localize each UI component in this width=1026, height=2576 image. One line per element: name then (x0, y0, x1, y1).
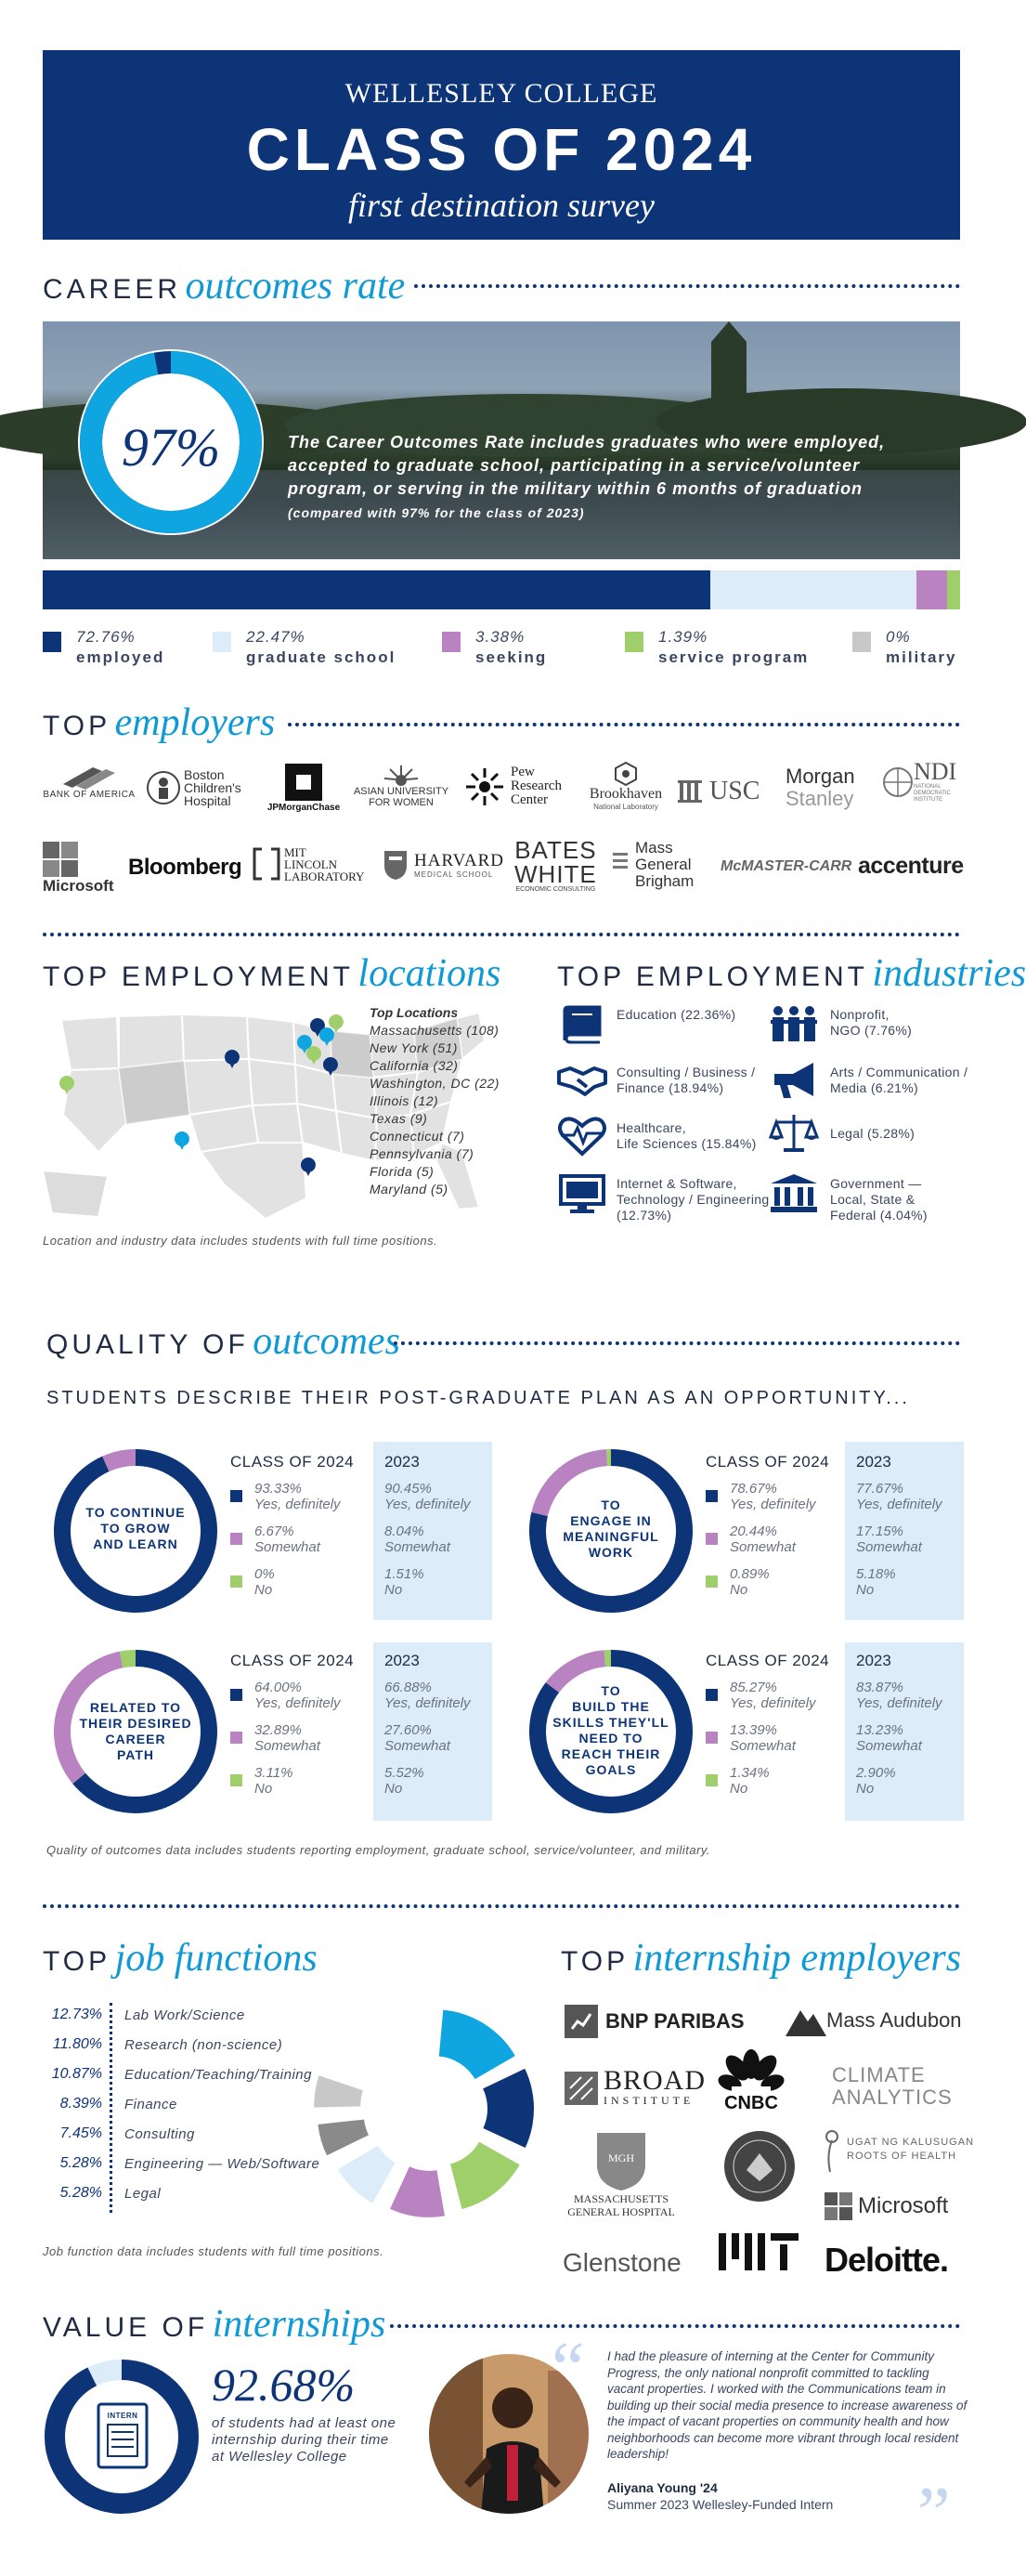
value-somewhat: 6.67% Somewhat (254, 1523, 320, 1555)
scales-icon (769, 1113, 819, 1154)
job-function-label: Education/Teaching/Training (124, 2067, 312, 2083)
swatch-no (706, 1774, 718, 1786)
job-function-pct: 5.28% (59, 2185, 102, 2201)
divider-dots (390, 2324, 960, 2328)
close-quote-icon: ” (917, 2473, 951, 2555)
swatch-definitely (706, 1689, 718, 1701)
value-no: 0.89% No (730, 1566, 770, 1598)
logo-morgan-stanley: Morgan Stanley (786, 765, 855, 810)
job-function-slice-5 (318, 2120, 369, 2156)
megaphone-icon (769, 1059, 819, 1100)
cnbc-peacock-icon (719, 2051, 784, 2094)
logo-boston-childrens: Boston Children's Hospital (147, 767, 241, 808)
value-definitely: 85.27% Yes, definitely (730, 1680, 816, 1711)
audubon-mountain-icon (786, 2005, 826, 2036)
roots-flower-icon (815, 2127, 843, 2172)
prev-definitely: 90.45% Yes, definitely (384, 1481, 471, 1512)
class-2024-label: CLASS OF 2024 (230, 1453, 355, 1471)
location-item: Illinois (12) (370, 1093, 439, 1108)
us-seal-icon (722, 2129, 797, 2203)
value-definitely: 93.33% Yes, definitely (254, 1481, 341, 1512)
logo-broad-institute: BROAD INSTITUTE (565, 2068, 706, 2108)
prev-definitely: 66.88% Yes, definitely (384, 1680, 471, 1711)
logo-bates-white: BATES WHITE ECONOMIC CONSULTING (514, 836, 597, 893)
location-item: Texas (9) (370, 1111, 428, 1126)
swatch-somewhat (706, 1533, 718, 1545)
value-no: 1.34% No (730, 1765, 770, 1797)
logo-mcmaster-carr: McMASTER-CARR (721, 858, 852, 874)
internships-heading: VALUE OF internships (43, 2303, 386, 2346)
location-item: Connecticut (7) (370, 1129, 465, 1144)
job-functions-donut (319, 1988, 542, 2229)
logo-jpmorganchase: JPMorganChase (262, 764, 345, 813)
prev-somewhat: 8.04% Somewhat (384, 1523, 450, 1555)
logo-mass-general-hospital: MGH MASSACHUSETTS GENERAL HOSPITAL (561, 2131, 682, 2218)
mit-bars-icon (719, 2233, 802, 2270)
swatch-no (230, 1774, 242, 1786)
job-functions-heading: TOP job functions (43, 1937, 318, 1980)
legend-swatch (625, 632, 643, 652)
career-rate-description: The Career Outcomes Rate includes graduates who were employed, accepted to graduate school, participating in a service/volunteer program, or serving in the military within 6 months of graduation (compared with 97% for the class of 2023) (288, 433, 886, 520)
logo-microsoft-internship: Microsoft (825, 2192, 948, 2220)
prev-somewhat: 17.15% Somewhat (856, 1523, 922, 1555)
prev-definitely: 83.87% Yes, definitely (856, 1680, 942, 1711)
logo-harvard-medical: HARVARD MEDICAL SCHOOL (383, 849, 504, 881)
prev-year-label: 2023 (856, 1453, 891, 1471)
job-function-slice-4 (338, 2146, 396, 2203)
logo-climate-analytics: CLIMATE ANALYTICS (832, 2063, 953, 2109)
logo-bank-of-america: BANK OF AMERICA (43, 762, 136, 800)
job-functions-dotted-line (110, 2003, 112, 2213)
auw-flower-icon (383, 764, 420, 786)
book-icon (557, 1003, 607, 1044)
legend-swatch (213, 632, 231, 652)
pew-sunburst-icon (464, 766, 505, 807)
pin-illinois (225, 1050, 240, 1068)
industry-consulting: Consulting / Business / Finance (18.94%) (617, 1065, 756, 1095)
quality-footnote: Quality of outcomes data includes students reporting employment, graduate school, service/volunteer, and military. (46, 1843, 711, 1857)
heartbeat-icon (557, 1115, 607, 1156)
legend-swatch (442, 632, 461, 652)
prev-definitely: 77.67% Yes, definitely (856, 1481, 942, 1512)
logo-mit (719, 2233, 802, 2270)
swatch-definitely (706, 1490, 718, 1502)
intern-role: Summer 2023 Wellesley-Funded Intern (607, 2497, 834, 2512)
job-function-slice-2 (450, 2142, 520, 2209)
legend-swatch (852, 632, 871, 652)
bnp-stars-icon (565, 2005, 598, 2038)
internship-percentage: 92.68% (212, 2359, 356, 2411)
swatch-somewhat (230, 1732, 242, 1744)
broad-square-icon (565, 2072, 598, 2105)
monitor-icon (557, 1174, 607, 1215)
employers-heading: TOP employers (43, 701, 276, 744)
pin-california (59, 1076, 74, 1094)
industry-education: Education (22.36%) (617, 1007, 736, 1022)
job-function-label: Finance (124, 2097, 177, 2112)
legend-swatch (43, 632, 61, 652)
outcome-bar-segment-2 (916, 570, 947, 609)
job-function-label: Consulting (124, 2126, 195, 2142)
divider-dots (414, 284, 960, 288)
industry-legal: Legal (5.28%) (830, 1126, 916, 1141)
internship-description: of students had at least one internship during their time at Wellesley College (212, 2415, 396, 2465)
logo-bnp-paribas: BNP PARIBAS (565, 2005, 745, 2038)
usc-columns-icon (678, 779, 706, 804)
brookhaven-hex-icon (614, 762, 638, 786)
swatch-somewhat (706, 1732, 718, 1744)
job-function-label: Engineering — Web/Software (124, 2156, 320, 2172)
industries-heading: TOP EMPLOYMENT industries (557, 952, 1026, 995)
industry-healthcare: Healthcare, Life Sciences (15.84%) (617, 1120, 757, 1151)
job-function-pct: 11.80% (52, 2036, 102, 2052)
quality-heading: QUALITY OF outcomes (46, 1320, 400, 1363)
logo-ndi: NDI NATIONAL DEMOCRATIC INSTITUTE (882, 760, 969, 804)
job-function-pct: 5.28% (59, 2155, 102, 2171)
outcome-bar-segment-3 (947, 570, 960, 609)
microsoft-windows-icon (825, 2192, 852, 2220)
industry-tech: Internet & Software, Technology / Engineering (12.73%) (617, 1176, 770, 1223)
industry-arts-media: Arts / Communication / Media (6.21%) (830, 1065, 968, 1095)
logo-accenture: accenture (858, 853, 964, 879)
pin-florida (301, 1157, 316, 1176)
logo-state-department-seal (722, 2129, 797, 2203)
class-2024-label: CLASS OF 2024 (230, 1652, 355, 1669)
class-2024-label: CLASS OF 2024 (706, 1453, 830, 1471)
logo-cnbc: CNBC (719, 2051, 784, 2112)
value-somewhat: 20.44% Somewhat (730, 1523, 796, 1555)
job-function-pct: 7.45% (59, 2125, 102, 2141)
location-item: Maryland (5) (370, 1182, 448, 1196)
open-quote-icon: “ (552, 2328, 585, 2410)
job-function-label: Lab Work/Science (124, 2007, 245, 2023)
map-pins (43, 1003, 349, 1226)
logo-pew-research-center: Pew Research Center (464, 765, 562, 807)
locations-heading: TOP EMPLOYMENT locations (43, 952, 501, 995)
people-icon (769, 1005, 819, 1046)
prev-no: 1.51% No (384, 1566, 424, 1598)
quality-center-label: TO CONTINUE TO GROW AND LEARN (85, 1505, 186, 1551)
quality-center-label: TO ENGAGE IN MEANINGFUL WORK (563, 1497, 659, 1560)
quality-center-label: TO BUILD THE SKILLS THEY'LL NEED TO REACH THEIR GOALS (552, 1683, 669, 1777)
outcomes-stacked-bar (43, 570, 960, 609)
page-title: CLASS OF 2024 (246, 116, 757, 183)
prev-year-label: 2023 (856, 1652, 891, 1669)
prev-somewhat: 27.60% Somewhat (384, 1722, 450, 1754)
value-definitely: 64.00% Yes, definitely (254, 1680, 341, 1711)
job-function-pct: 8.39% (59, 2096, 102, 2112)
ndi-globe-icon (882, 766, 914, 798)
bofa-flag-icon (59, 762, 119, 790)
location-footnote: Location and industry data includes students with full time positions. (43, 1234, 438, 1248)
header-banner (43, 50, 960, 240)
logo-deloitte: Deloitte. (825, 2241, 949, 2279)
harvard-shield-icon (383, 849, 409, 881)
value-somewhat: 13.39% Somewhat (730, 1722, 796, 1754)
prev-year-label: 2023 (384, 1652, 420, 1669)
microsoft-windows-icon (43, 842, 78, 877)
job-function-slice-3 (390, 2166, 445, 2217)
outcome-bar-segment-0 (43, 570, 710, 609)
location-item: New York (51) (370, 1040, 458, 1055)
logo-mass-general-brigham: Mass General Brigham (613, 840, 694, 890)
job-function-slice-0 (439, 2010, 515, 2080)
intern-name: Aliyana Young '24 (607, 2480, 718, 2495)
career-rate-value: 97% (121, 417, 221, 477)
logo-asian-university-for-women: ASIAN UNIVERSITY FOR WOMEN (349, 764, 453, 808)
logo-bloomberg: Bloomberg (128, 855, 242, 880)
government-icon (769, 1172, 819, 1213)
quality-center-label: RELATED TO THEIR DESIRED CAREER PATH (79, 1700, 192, 1762)
location-item: California (32) (370, 1058, 459, 1073)
quality-subheading: STUDENTS DESCRIBE THEIR POST-GRADUATE PLAN AS AN OPPORTUNITY... (46, 1388, 910, 1408)
swatch-no (230, 1576, 242, 1588)
job-function-label: Research (non-science) (124, 2037, 283, 2053)
job-functions-footnote: Job function data includes students with full time positions. (43, 2244, 384, 2258)
class-2024-label: CLASS OF 2024 (706, 1652, 830, 1669)
location-item: Florida (5) (370, 1164, 435, 1179)
outcome-bar-segment-1 (710, 570, 916, 609)
value-no: 3.11% No (254, 1765, 293, 1797)
top-locations-title: Top Locations (370, 1005, 459, 1020)
value-definitely: 78.67% Yes, definitely (730, 1481, 816, 1512)
mgb-bars-icon (613, 851, 631, 879)
job-function-pct: 10.87% (51, 2066, 102, 2082)
job-function-pct: 12.73% (51, 2007, 102, 2022)
intern-quote: I had the pleasure of interning at the Center for Community Progress, the only national nonprofit committed to tackling vacant properties. I worked with the Communications team in building up their social media presence to increase awareness of the impact of vacant properties on community health and how neighborhoods can become more vibrant through local resident leadership! (607, 2349, 968, 2461)
chase-octagon-icon (285, 764, 322, 801)
divider-dots (288, 723, 960, 726)
logo-glenstone: Glenstone (563, 2248, 682, 2277)
campus-photo-banner (43, 321, 960, 559)
prev-no: 5.52% No (384, 1765, 424, 1797)
swatch-no (706, 1576, 718, 1588)
logo-roots-of-health: UGAT NG KALUSUGAN ROOTS OF HEALTH (815, 2127, 974, 2172)
logo-mass-audubon: Mass Audubon (786, 2005, 962, 2036)
divider-dots (394, 1341, 960, 1345)
job-function-label: Legal (124, 2186, 162, 2202)
childrens-hospital-icon (147, 767, 180, 808)
handshake-icon (557, 1059, 607, 1100)
logo-usc: USC (678, 777, 760, 806)
pin-connecticut (319, 1027, 334, 1046)
swatch-somewhat (230, 1533, 242, 1545)
logo-mit-lincoln-lab: MIT LINCOLN LABORATORY (253, 845, 364, 883)
industry-government: Government — Local, State & Federal (4.04%) (830, 1176, 928, 1223)
job-function-slice-6 (314, 2075, 363, 2107)
value-no: 0% No (254, 1566, 275, 1598)
location-item: Washington, DC (22) (370, 1076, 500, 1091)
job-function-slice-1 (483, 2069, 534, 2148)
prev-no: 2.90% No (856, 1765, 896, 1797)
prev-somewhat: 13.23% Somewhat (856, 1722, 922, 1754)
divider-dots (43, 933, 960, 936)
college-name: WELLESLEY COLLEGE (344, 78, 658, 109)
pin-maryland (323, 1057, 338, 1076)
swatch-definitely (230, 1490, 242, 1502)
prev-no: 5.18% No (856, 1566, 896, 1598)
industry-nonprofit: Nonprofit, NGO (7.76%) (830, 1007, 913, 1038)
prev-year-label: 2023 (384, 1453, 420, 1471)
logo-brookhaven: Brookhaven National Laboratory (581, 762, 670, 811)
pin-dc (306, 1046, 321, 1065)
pin-texas (175, 1131, 189, 1150)
location-item: Massachusetts (108) (370, 1023, 500, 1038)
divider-dots (43, 1904, 960, 1908)
mitll-bracket-icon (253, 845, 280, 883)
logo-microsoft: Microsoft (43, 842, 114, 896)
career-heading: CAREER outcomes rate (43, 265, 406, 307)
page-subtitle: first destination survey (348, 187, 655, 224)
location-item: Pennsylvania (7) (370, 1146, 474, 1161)
value-somewhat: 32.89% Somewhat (254, 1722, 320, 1754)
internship-employers-heading: TOP internship employers (561, 1937, 962, 1980)
intern-icon-label: INTERN (107, 2412, 138, 2420)
swatch-definitely (230, 1689, 242, 1701)
